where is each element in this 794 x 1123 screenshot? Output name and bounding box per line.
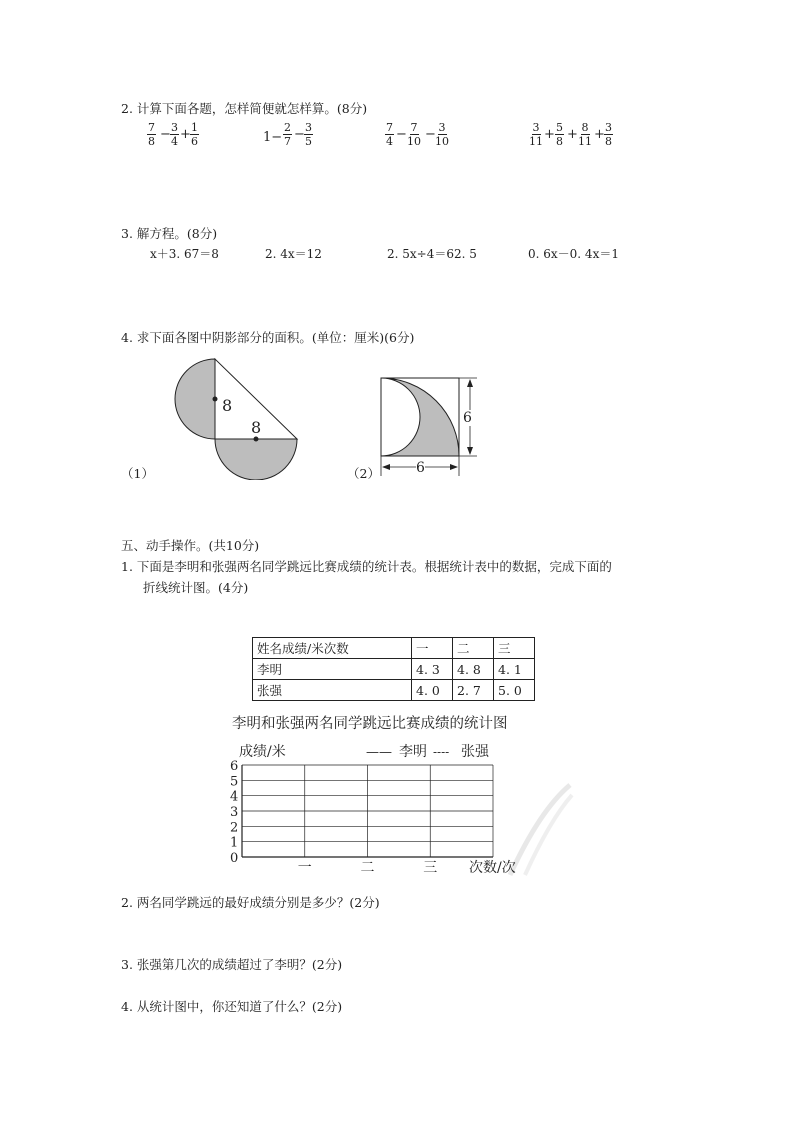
q1-text-continued: 折线统计图。(4分) xyxy=(143,580,249,595)
question-4: 4. 从统计图中，你还知道了什么？(2分) xyxy=(121,999,343,1014)
figure-2 xyxy=(372,372,482,480)
table-row xyxy=(253,659,535,680)
fraction xyxy=(604,121,613,148)
numerator: 3 xyxy=(305,121,312,134)
table-header-cell: 一 xyxy=(412,638,453,659)
y-axis-label: 成绩/米 xyxy=(239,744,286,760)
operator: + xyxy=(544,127,555,142)
shaded-crescent xyxy=(381,378,459,456)
fig2-dim-width: 6 xyxy=(416,460,425,476)
fraction xyxy=(385,121,394,148)
denominator: 5 xyxy=(305,135,312,148)
numerator: 7 xyxy=(386,121,393,134)
legend-solid-mark: —— xyxy=(366,745,392,760)
score-table xyxy=(252,637,535,701)
table-cell: 5. 0 xyxy=(494,680,535,701)
q3-heading: 3. 解方程。(8分) xyxy=(121,226,218,241)
y-tick-label: 4 xyxy=(230,789,239,805)
denominator: 10 xyxy=(407,135,421,148)
numerator: 2 xyxy=(284,121,291,134)
equation: 2. 5x÷4＝62. 5 xyxy=(387,247,477,261)
line-chart xyxy=(220,740,590,880)
question-2: 2. 两名同学跳远的最好成绩分别是多少？(2分) xyxy=(121,895,380,910)
y-tick-label: 2 xyxy=(230,820,239,836)
denominator: 4 xyxy=(386,135,393,148)
center-dot xyxy=(213,397,218,402)
table-header-row xyxy=(253,638,535,659)
operator: + xyxy=(180,127,191,142)
y-tick-label: 5 xyxy=(230,774,239,790)
x-axis-label: 次数/次 xyxy=(469,860,516,876)
denominator: 4 xyxy=(171,135,178,148)
numerator: 3 xyxy=(171,121,178,134)
denominator: 6 xyxy=(191,135,198,148)
table-row xyxy=(253,680,535,701)
denominator: 8 xyxy=(148,135,155,148)
question-3: 3. 张强第几次的成绩超过了李明？(2分) xyxy=(121,957,343,972)
equation: 2. 4x＝12 xyxy=(265,247,322,261)
table-cell: 张强 xyxy=(253,680,412,701)
numerator: 3 xyxy=(605,121,612,134)
denominator: 7 xyxy=(284,135,291,148)
table-cell: 2. 7 xyxy=(453,680,494,701)
y-tick-label: 0 xyxy=(230,851,239,866)
legend-item: 张强 xyxy=(461,744,489,760)
numerator: 1 xyxy=(191,121,198,134)
denominator: 11 xyxy=(578,135,592,148)
q2-heading: 2. 计算下面各题，怎样简便就怎样算。(8分) xyxy=(121,101,368,116)
fraction xyxy=(528,121,544,148)
x-tick-label: 三 xyxy=(423,860,438,876)
legend-dashed-mark: ---- xyxy=(433,745,450,759)
table-cell: 李明 xyxy=(253,659,412,680)
figure-1 xyxy=(170,355,305,480)
numerator: 8 xyxy=(581,121,589,134)
fraction xyxy=(304,121,313,148)
fig1-dim-vertical: 8 xyxy=(222,396,233,415)
fig2-label: （2） xyxy=(347,466,380,481)
operator: 1− xyxy=(263,130,283,145)
chart-title: 李明和张强两名同学跳远比赛成绩的统计图 xyxy=(232,716,508,732)
denominator: 11 xyxy=(529,135,543,148)
equation: x＋3. 67＝8 xyxy=(150,247,219,261)
fraction xyxy=(555,121,564,148)
numerator: 7 xyxy=(410,121,418,134)
equation: 0. 6x－0. 4x＝1 xyxy=(528,247,619,261)
fig2-dim-height: 6 xyxy=(463,410,472,426)
shaded-semicircle-upper xyxy=(175,359,215,439)
denominator: 8 xyxy=(605,135,612,148)
y-tick-label: 6 xyxy=(230,759,239,774)
table-cell: 4. 0 xyxy=(412,680,453,701)
shaded-semicircle-lower xyxy=(215,439,297,480)
operator: + xyxy=(594,127,605,142)
operator: − xyxy=(294,127,305,142)
numerator: 3 xyxy=(532,121,540,134)
numerator: 3 xyxy=(438,121,446,134)
table-cell: 4. 3 xyxy=(412,659,453,680)
operator: + xyxy=(567,127,578,142)
x-tick-label: 一 xyxy=(297,860,312,876)
operator: − xyxy=(396,127,407,142)
center-dot xyxy=(254,437,259,442)
denominator: 8 xyxy=(556,135,563,148)
denominator: 10 xyxy=(435,135,449,148)
legend-item: 李明 xyxy=(399,744,427,760)
table-header-cell: 二 xyxy=(453,638,494,659)
fraction xyxy=(577,121,593,148)
fig1-label: （1） xyxy=(121,466,154,481)
table-header-cell: 姓名成绩/米次数 xyxy=(253,638,412,659)
fig1-dim-horizontal: 8 xyxy=(251,418,262,437)
table-cell: 4. 1 xyxy=(494,659,535,680)
numerator: 5 xyxy=(556,121,563,134)
fraction xyxy=(434,121,450,148)
fraction xyxy=(170,121,179,148)
x-tick-label: 二 xyxy=(360,860,375,876)
fraction xyxy=(147,121,156,148)
q1-text: 1. 下面是李明和张强两名同学跳远比赛成绩的统计表。根据统计表中的数据，完成下面的 xyxy=(121,559,612,574)
numerator: 7 xyxy=(148,121,155,134)
y-tick-label: 1 xyxy=(230,835,239,851)
section-heading: 五、动手操作。(共10分) xyxy=(121,538,260,553)
q4-heading: 4. 求下面各图中阴影部分的面积。(单位：厘米)(6分) xyxy=(121,330,415,345)
y-tick-label: 3 xyxy=(230,805,239,820)
operator: − xyxy=(425,127,436,142)
fraction xyxy=(406,121,422,148)
fraction xyxy=(190,121,199,148)
fraction xyxy=(283,121,292,148)
table-cell: 4. 8 xyxy=(453,659,494,680)
operator: − xyxy=(160,127,171,142)
table-header-cell: 三 xyxy=(494,638,535,659)
